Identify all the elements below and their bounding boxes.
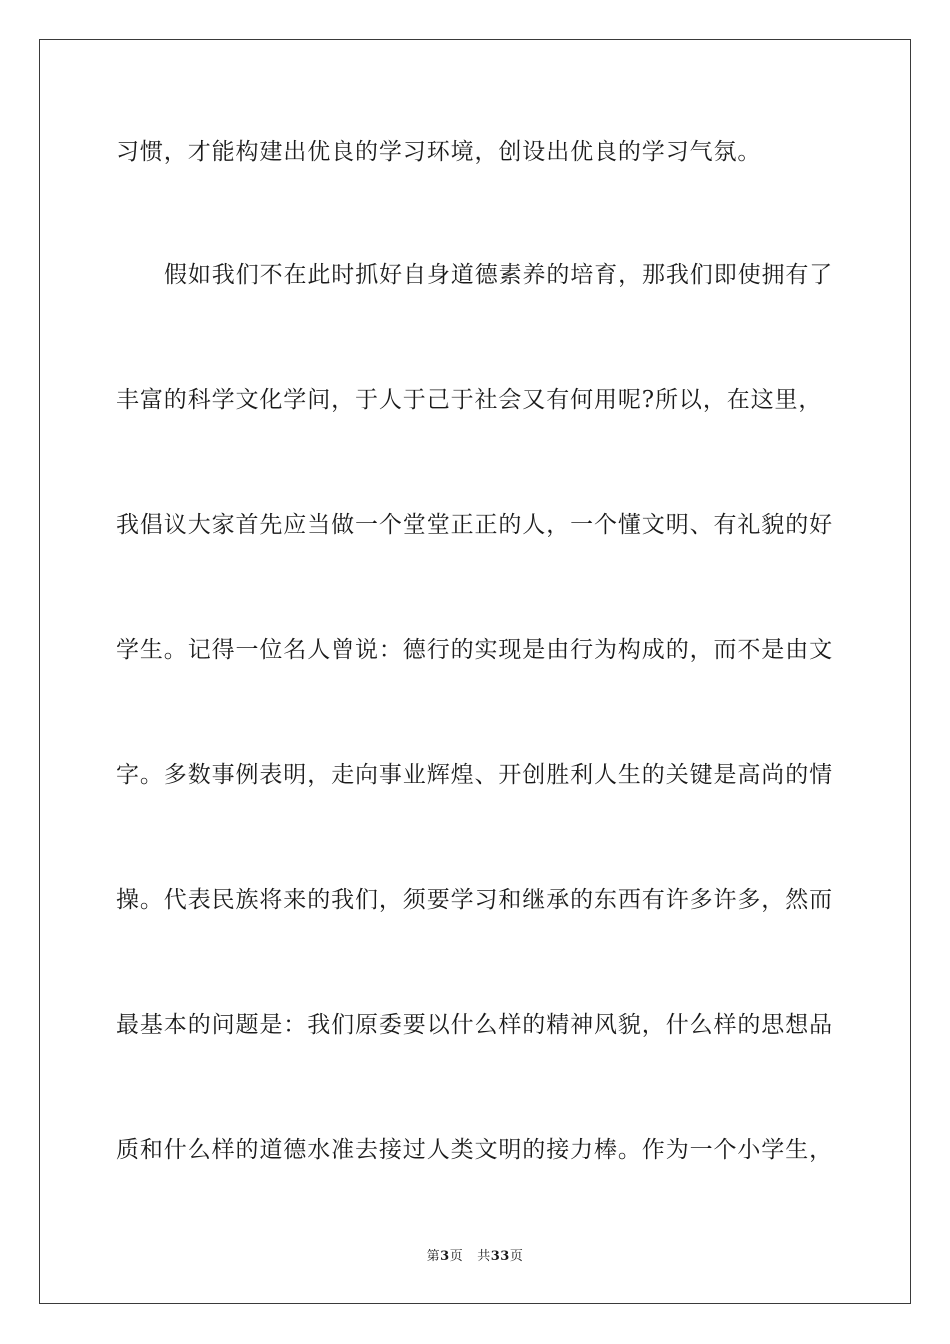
text-line-6: 字。多数事例表明，走向事业辉煌、开创胜利人生的关键是高尚的情 [116, 762, 833, 788]
text-line-4: 我倡议大家首先应当做一个堂堂正正的人，一个懂文明、有礼貌的好 [116, 512, 833, 538]
text-line-8: 最基本的问题是：我们原委要以什么样的精神风貌，什么样的思想品 [116, 1012, 833, 1038]
total-prefix: 共 [477, 1249, 491, 1264]
page-prefix: 第 [426, 1249, 441, 1264]
total-pages: 33 [490, 1249, 510, 1264]
page-footer [0, 1245, 950, 1264]
text-line-3: 丰富的科学文化学问，于人于己于社会又有何用呢?所以，在这里， [116, 387, 823, 413]
page-border [39, 39, 911, 1304]
page-number: 3 [440, 1249, 450, 1264]
page-suffix: 页 [449, 1249, 464, 1264]
text-line-1: 习惯，才能构建出优良的学习环境，创设出优良的学习气氛。 [116, 139, 762, 165]
text-line-5: 学生。记得一位名人曾说：德行的实现是由行为构成的，而不是由文 [116, 637, 833, 663]
text-line-7: 操。代表民族将来的我们，须要学习和继承的东西有许多许多，然而 [116, 887, 833, 913]
text-line-9: 质和什么样的道德水准去接过人类文明的接力棒。作为一个小学生， [116, 1137, 833, 1163]
total-suffix: 页 [509, 1249, 524, 1264]
paragraph-start-line: 假如我们不在此时抓好自身道德素养的培育，那我们即使拥有了 [164, 262, 834, 288]
